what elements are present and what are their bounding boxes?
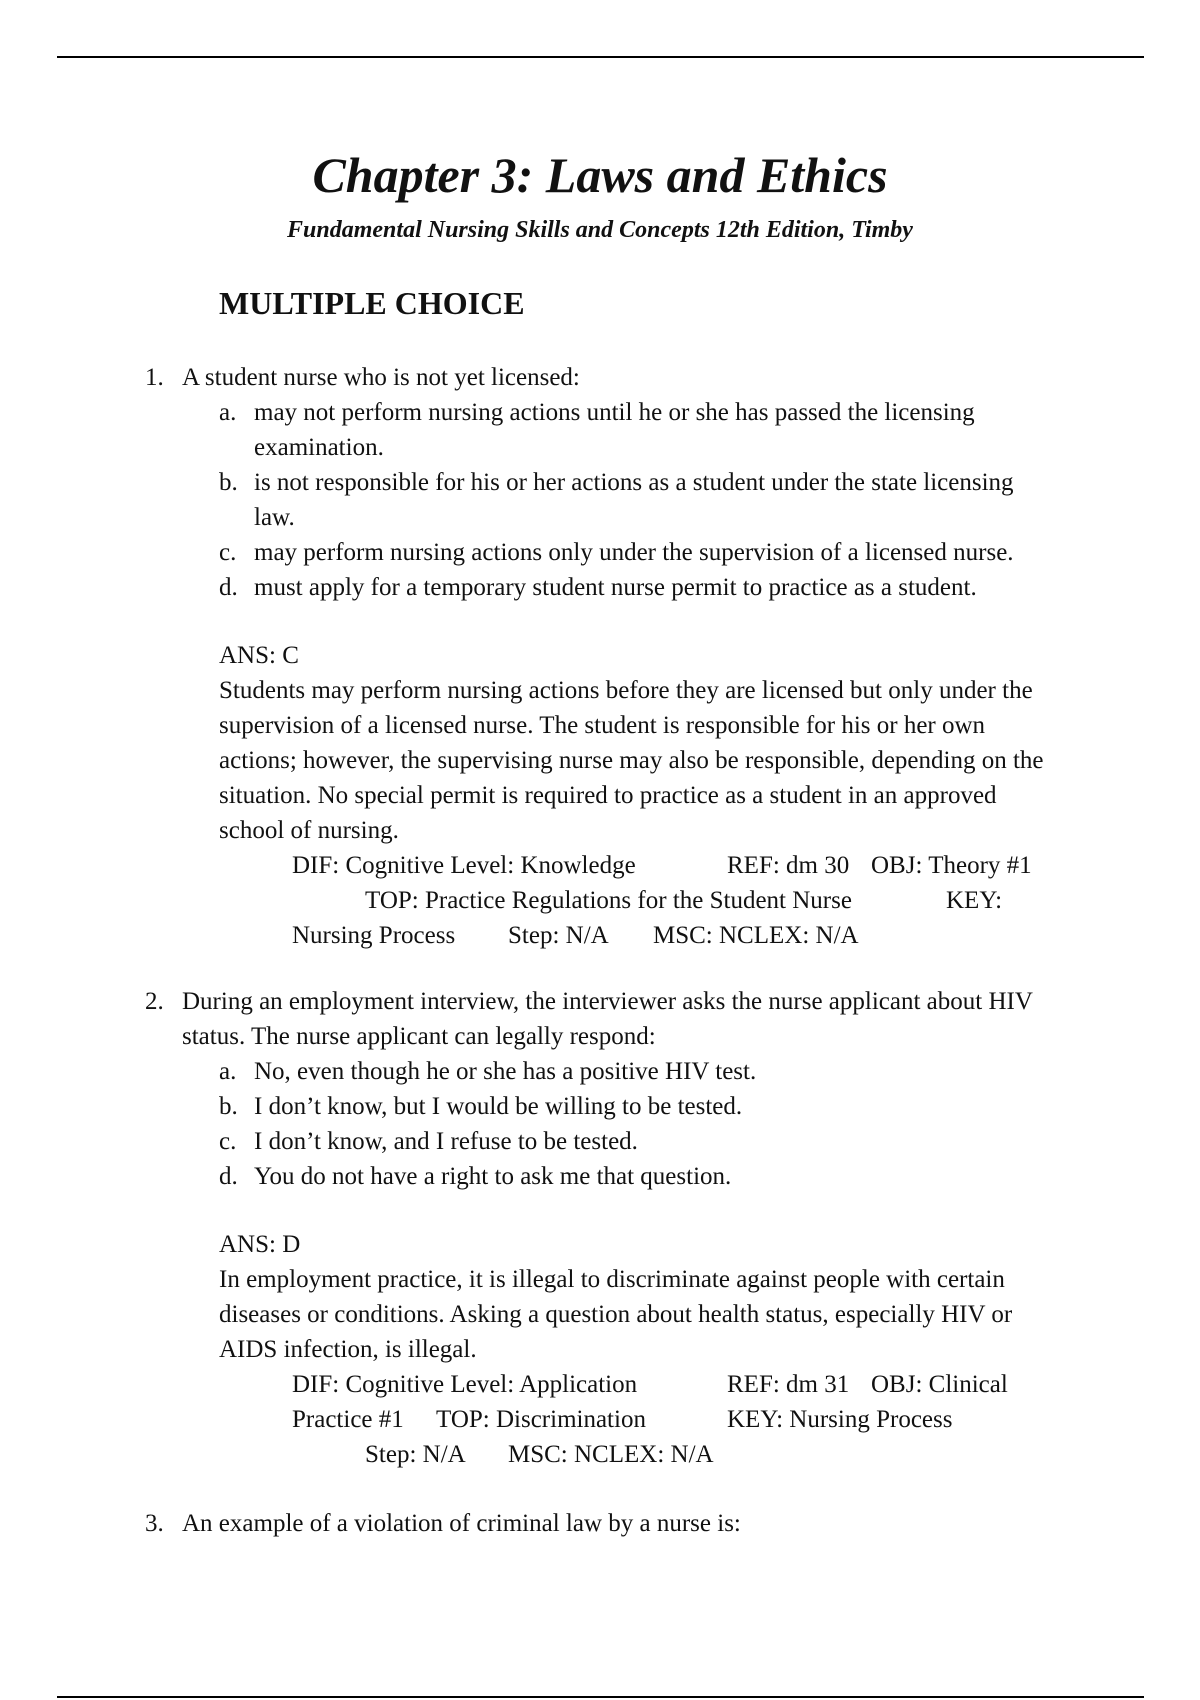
meta-line — [219, 1437, 1059, 1472]
option-d — [0, 570, 1054, 605]
meta-step: Step: N/A — [508, 922, 609, 949]
meta-line — [219, 1367, 1059, 1402]
answer-key: ANS: D — [219, 1231, 301, 1258]
meta-key: KEY: Nursing Process — [727, 1406, 953, 1433]
meta-step: Step: N/A — [365, 1441, 466, 1468]
page-title: Chapter 3: Laws and Ethics — [312, 147, 888, 203]
meta-top: TOP: Discrimination — [436, 1406, 646, 1433]
answer-key: ANS: C — [219, 642, 299, 669]
option-c — [0, 1124, 1054, 1159]
question-stem — [0, 984, 1042, 1054]
meta-dif: DIF: Cognitive Level: Knowledge — [292, 852, 636, 879]
answer-block — [0, 1227, 1059, 1472]
meta-ref: REF: dm 31 — [727, 1371, 850, 1398]
question-1 — [0, 360, 1200, 953]
option-d — [0, 1159, 1054, 1194]
question-number: 3. — [145, 1510, 164, 1537]
option-text: may perform nursing actions only under the supervision of a licensed nurse. — [254, 539, 1014, 566]
meta-key-value: Nursing Process — [292, 922, 456, 949]
option-letter: b. — [219, 1093, 238, 1120]
answer-block — [0, 638, 1059, 953]
rationale: In employment practice, it is illegal to discriminate against people with certain diseases or conditions. Asking a question about health status, especially HIV or AIDS infection, is illegal. — [219, 1266, 1013, 1363]
answer-options — [0, 395, 1200, 605]
answer-options — [0, 1054, 1200, 1194]
meta-line — [219, 848, 1059, 883]
option-a — [0, 395, 1054, 465]
question-number: 2. — [145, 988, 164, 1015]
question-2 — [0, 984, 1200, 1472]
meta-obj: OBJ: Theory #1 — [871, 852, 1032, 879]
meta-obj: OBJ: Clinical — [871, 1371, 1008, 1398]
meta-line — [219, 883, 1059, 918]
option-a — [0, 1054, 1054, 1089]
meta-line — [219, 1402, 1059, 1437]
question-number: 1. — [145, 364, 164, 391]
option-text: must apply for a temporary student nurse permit to practice as a student. — [254, 574, 977, 601]
option-b — [0, 1089, 1054, 1124]
option-letter: d. — [219, 574, 238, 601]
option-text: You do not have a right to ask me that question. — [254, 1163, 732, 1190]
question-stem — [0, 1506, 1042, 1541]
meta-top: TOP: Practice Regulations for the Student Nurse — [365, 887, 852, 914]
page-subtitle: Fundamental Nursing Skills and Concepts 12th Edition, Timby — [287, 217, 913, 243]
option-text: I don’t know, and I refuse to be tested. — [254, 1128, 638, 1155]
meta-key-label: KEY: — [946, 887, 1003, 914]
option-letter: a. — [219, 1058, 237, 1085]
option-text: is not responsible for his or her actions as a student under the state licensing law. — [254, 469, 1014, 531]
question-text: During an employment interview, the interviewer asks the nurse applicant about HIV status. The nurse applicant can legally respond: — [182, 988, 1033, 1050]
option-letter: c. — [219, 539, 237, 566]
meta-obj-cont: Practice #1 — [292, 1406, 404, 1433]
question-stem — [0, 360, 1042, 395]
section-heading: MULTIPLE CHOICE — [219, 285, 525, 321]
bottom-rule — [57, 1696, 1144, 1698]
meta-dif: DIF: Cognitive Level: Application — [292, 1371, 638, 1398]
meta-msc: MSC: NCLEX: N/A — [508, 1441, 714, 1468]
option-text: may not perform nursing actions until he or she has passed the licensing examination. — [254, 399, 975, 461]
meta-line — [219, 918, 1059, 953]
option-letter: b. — [219, 469, 238, 496]
option-text: I don’t know, but I would be willing to be tested. — [254, 1093, 743, 1120]
meta-ref: REF: dm 30 — [727, 852, 850, 879]
question-text: A student nurse who is not yet licensed: — [182, 364, 580, 391]
option-text: No, even though he or she has a positive HIV test. — [254, 1058, 757, 1085]
question-text: An example of a violation of criminal law by a nurse is: — [182, 1510, 741, 1537]
option-letter: d. — [219, 1163, 238, 1190]
meta-msc: MSC: NCLEX: N/A — [653, 922, 859, 949]
option-letter: a. — [219, 399, 237, 426]
top-rule — [57, 56, 1144, 58]
option-b — [0, 465, 1054, 535]
option-letter: c. — [219, 1128, 237, 1155]
rationale: Students may perform nursing actions before they are licensed but only under the supervision of a licensed nurse. The student is responsible for his or her own actions; however, the supervising nurse may also be responsible, depending on the situation. No special permit is required to practice as a student in an approved school of nursing. — [219, 677, 1044, 844]
option-c — [0, 535, 1054, 570]
question-3 — [0, 1506, 1200, 1541]
